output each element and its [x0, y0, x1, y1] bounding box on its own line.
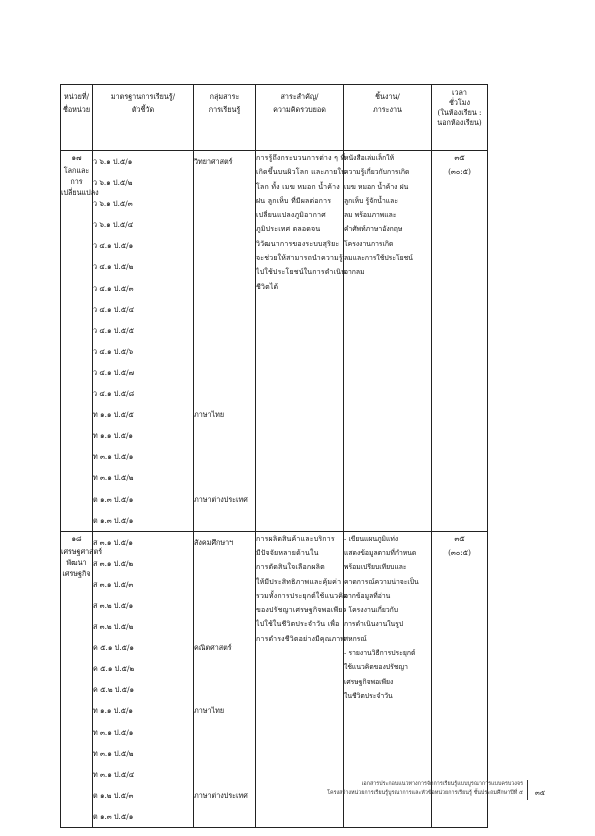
group-cell-line — [194, 235, 255, 256]
standard-cell-line: ว ๔.๑ ป.๕/๘ — [93, 389, 135, 399]
standard-cell-line: ว ๖.๑ ป.๕/๓ — [93, 199, 133, 209]
group-cell-line — [194, 658, 255, 679]
standard-cell-line: ท ๓.๑ ป.๕/๑ — [93, 452, 134, 462]
task-cell-line: ลูกเห็บ รู้จักน้ำและ — [344, 196, 398, 205]
group-cell-line: ภาษาต่างประเทศ — [194, 494, 248, 504]
time-cell-line: ๓๕ — [454, 533, 465, 543]
task-cell-line: ลม พร้อมภาพและ — [344, 211, 397, 220]
standard-cell-line: ต ๑.๓ ป.๕/๑ — [93, 515, 134, 525]
group-cell-line: วิทยาศาสตร์ — [194, 157, 233, 166]
footer-line-1: เอกสารประกอบแนวทางการจัดการเรียนรู้แบบบูรณาการแบบครบวงจร — [361, 781, 523, 787]
group-cell-line — [194, 616, 255, 637]
task-cell-line: แสดงข้อมูลตามที่กำหนด — [344, 548, 417, 557]
group-cell-line — [194, 595, 255, 616]
standard-cell-line: ส ๓.๒ ป.๕/๑ — [93, 600, 134, 610]
group-cell-line — [194, 362, 255, 383]
standard-cell-line: ท ๓.๑ ป.๕/๒ — [93, 473, 134, 483]
task-cell-line: คาดการณ์ความน่าจะเป็น — [344, 577, 419, 586]
group-cell-line: สังคมศึกษาฯ — [194, 537, 234, 547]
task-cell-line: หนังสือเล่มเล็กให้ — [344, 154, 395, 162]
task-cell-line: - รายงานวิธีการประยุกต์ — [344, 649, 416, 658]
task-cell-line: การดำเนินงานในรูป — [344, 620, 404, 629]
header-standard: มาตรฐานการเรียนรู้/ ตัวชี้วัด — [93, 85, 194, 151]
unit-cell-line: พัฒนา — [66, 557, 87, 567]
standard-cell — [93, 531, 194, 827]
group-cell-line: คณิตศาสตร์ — [194, 643, 232, 653]
group-cell — [194, 531, 256, 827]
time-cell-line: ๓๕ — [454, 153, 465, 162]
unit-cell-line: เศรษฐศาสตร์ — [61, 546, 103, 556]
standard-cell-line: ท ๑.๑ ป.๕/๑ — [93, 431, 133, 441]
group-cell-line — [194, 722, 255, 743]
group-cell-line — [194, 553, 255, 574]
standard-cell-line: ท ๑.๑ ป.๕/๑ — [93, 706, 133, 716]
core-concept-cell-line: การตัดสินใจเลือกผลิต — [256, 563, 325, 572]
standard-cell-line: ว ๔.๑ ป.๕/๔ — [93, 304, 135, 314]
standard-cell-line: ว ๔.๑ ป.๕/๓ — [93, 283, 134, 293]
group-cell-line: ภาษาไทย — [194, 706, 225, 716]
group-cell-line: ภาษาต่างประเทศ — [194, 790, 248, 800]
time-cell-line: (๓๐:๕) — [448, 547, 471, 557]
task-cell-line: โครงงานการเกิด — [344, 239, 394, 248]
core-concept-cell-line: โลก ทั้ง เมฆ หมอก น้ำค้าง — [256, 182, 340, 191]
task-cell — [344, 151, 432, 532]
standard-cell-line: ว ๔.๑ ป.๕/๖ — [93, 346, 134, 356]
group-cell — [194, 151, 256, 532]
task-cell-line: ลมและการใช้ประโยชน์ — [344, 254, 413, 263]
core-concept-cell-line: เกิดขึ้นบนผิวโลก และภายใน — [256, 168, 347, 177]
unit-cell-line: เศรษฐกิจ — [62, 568, 91, 578]
core-concept-cell-line: มีปัจจัยหลายด้านใน — [256, 548, 319, 557]
core-concept-cell — [256, 151, 347, 532]
standard-cell-line: ต ๑.๓ ป.๕/๑ — [93, 494, 134, 504]
core-concept-cell-line: ของปรัชญาเศรษฐกิจพอเพียง — [256, 606, 347, 615]
group-cell-line — [194, 278, 255, 299]
time-cell — [432, 151, 488, 532]
header-row — [61, 85, 488, 151]
footer-divider — [527, 780, 528, 800]
group-cell-line — [194, 425, 255, 446]
task-cell-line: คำศัพท์ภาษาอังกฤษ — [344, 225, 403, 234]
task-cell-line: - โครงงานเกี่ยวกับ — [344, 606, 399, 615]
group-cell-line: ภาษาไทย — [194, 410, 225, 420]
group-cell-line — [194, 743, 255, 764]
standard-cell — [93, 151, 194, 532]
core-concept-cell-line: รวมทั้งการประยุกต์ใช้แนวคิด — [256, 591, 348, 600]
task-cell-line: เศรษฐกิจพอเพียง — [344, 677, 394, 686]
standard-cell-line: ต ๑.๒ ป.๕/๓ — [93, 790, 134, 800]
task-cell-line: ความรู้เกี่ยวกับการเกิด — [344, 168, 410, 177]
standard-cell-line: ส ๓.๑ ป.๕/๓ — [93, 579, 134, 589]
standard-cell-line: ว ๔.๑ ป.๕/๗ — [93, 367, 135, 377]
header-task: ชิ้นงาน/ ภาระงาน — [344, 85, 432, 151]
task-cell-line: ใช้แนวคิดของปรัชญา — [344, 663, 408, 672]
time-cell-line: (๓๐:๕) — [448, 167, 471, 176]
standard-cell-line: ว ๔.๑ ป.๕/๑ — [93, 241, 134, 251]
core-concept-cell-line: เปลี่ยนแปลงภูมิอากาศ — [256, 211, 326, 220]
core-concept-cell-line: ภูมิประเทศ ตลอดจน — [256, 225, 321, 234]
task-cell-line: จากข้อมูลที่อ่าน — [344, 591, 391, 600]
core-concept-cell-line: วิวัฒนาการของระบบสุริยะ — [256, 239, 340, 248]
core-concept-cell-line: ฝน ลูกเห็บ ที่มีผลต่อการ — [256, 196, 332, 205]
group-cell-line — [194, 341, 255, 362]
standard-cell-line: ว ๖.๑ ป.๕/๑ — [93, 157, 133, 166]
standard-cell-line: ว ๔.๑ ป.๕/๒ — [93, 262, 134, 272]
standard-cell-line: ท ๓.๑ ป.๕/๔ — [93, 769, 135, 779]
standard-cell-line: ท ๑.๑ ป.๕/๕ — [93, 410, 134, 420]
core-concept-cell-line: การรู้ถึงกระบวนการต่าง ๆ ที่ — [256, 154, 346, 162]
unit-cell-line: ๑๗ — [71, 153, 82, 162]
task-cell-line: สหกรณ์ — [344, 634, 367, 643]
task-cell-line: ในชีวิตประจำวัน — [344, 691, 393, 700]
core-concept-cell-line: ไปใช้ในชีวิตประจำวัน เพื่อ — [256, 620, 340, 629]
standard-cell-line: ท ๓.๑ ป.๕/๑ — [93, 727, 134, 737]
unit-cell — [61, 531, 103, 827]
core-concept-cell-line: ชีวิตได้ — [256, 282, 279, 291]
group-cell-line — [194, 256, 255, 277]
header-time: เวลา ชั่วโมง (ในห้องเรียน : นอกห้องเรียน) — [432, 85, 488, 151]
task-cell-line: จากลม — [344, 268, 365, 277]
unit-row — [61, 151, 488, 532]
unit-cell-line: การ — [70, 177, 83, 186]
standard-cell-line: ส ๓.๑ ป.๕/๒ — [93, 558, 134, 568]
core-concept-cell-line: ไปใช้ประโยชน์ในการดำเนิน — [256, 268, 347, 277]
group-cell-line — [194, 320, 255, 341]
standard-cell-line: ว ๔.๑ ป.๕/๕ — [93, 325, 135, 335]
group-cell-line — [194, 446, 255, 467]
group-cell-line — [194, 383, 255, 404]
group-cell-line — [194, 679, 255, 700]
group-cell-line — [194, 172, 255, 193]
standard-cell-line: ว ๖.๑ ป.๕/๔ — [93, 220, 134, 230]
standard-cell-line: ว ๖.๑ ป.๕/๒ — [93, 178, 133, 188]
group-cell-line — [194, 764, 255, 785]
group-cell-line — [194, 510, 255, 531]
unit-cell-line: โลกและ — [63, 166, 90, 175]
standard-cell-line: ค ๕.๑ ป.๕/๑ — [93, 643, 134, 653]
unit-cell-line: เปลี่ยนแปลง — [61, 188, 99, 197]
task-cell-line: - เขียนแผนภูมิแท่ง — [344, 534, 399, 543]
core-concept-cell-line: จะช่วยให้สามารถนำความรู้ — [256, 254, 343, 263]
core-concept-cell-line: ให้มีประสิทธิภาพและคุ้มค่า — [256, 577, 342, 586]
group-cell-line — [194, 214, 255, 235]
standard-cell-line: ค ๕.๑ ป.๕/๒ — [93, 664, 135, 674]
standard-cell-line: ส ๓.๑ ป.๕/๑ — [93, 537, 133, 547]
group-cell-line — [194, 467, 255, 488]
header-unit: หน่วยที่/ ชื่อหน่วย — [61, 85, 93, 151]
header-core: สาระสำคัญ/ ความคิดรวบยอด — [256, 85, 344, 151]
standard-cell-line: ท ๓.๑ ป.๕/๒ — [93, 748, 134, 758]
unit-cell — [61, 151, 99, 532]
group-cell-line — [194, 806, 255, 827]
page-footer — [255, 780, 523, 798]
task-cell-line: เมฆ หมอก น้ำค้าง ฝน — [344, 182, 409, 191]
page-number: ๓๕ — [535, 789, 546, 797]
curriculum-table — [60, 84, 488, 828]
core-concept-cell-line: การดำรงชีวิตอย่างมีคุณภาพ — [256, 634, 346, 643]
standard-cell-line: ส ๓.๒ ป.๕/๒ — [93, 622, 134, 632]
group-cell-line — [194, 299, 255, 320]
footer-line-2: โครงสร้างหน่วยการเรียนรู้บูรณาการและหัวข้อหน่วยการเรียนรู้ ชั้นประถมศึกษาปีที่ ๕ — [327, 790, 523, 796]
header-group: กลุ่มสาระ การเรียนรู้ — [194, 85, 256, 151]
task-cell-line: พร้อมเปรียบเทียบและ — [344, 563, 407, 572]
standard-cell-line: ค ๕.๒ ป.๕/๑ — [93, 685, 135, 695]
core-concept-cell-line: การผลิตสินค้าและบริการ — [256, 534, 335, 543]
standard-cell-line: ต ๑.๓ ป.๕/๑ — [93, 811, 134, 821]
group-cell-line — [194, 574, 255, 595]
unit-cell-line: ๑๘ — [71, 533, 82, 543]
group-cell-line — [194, 193, 255, 214]
